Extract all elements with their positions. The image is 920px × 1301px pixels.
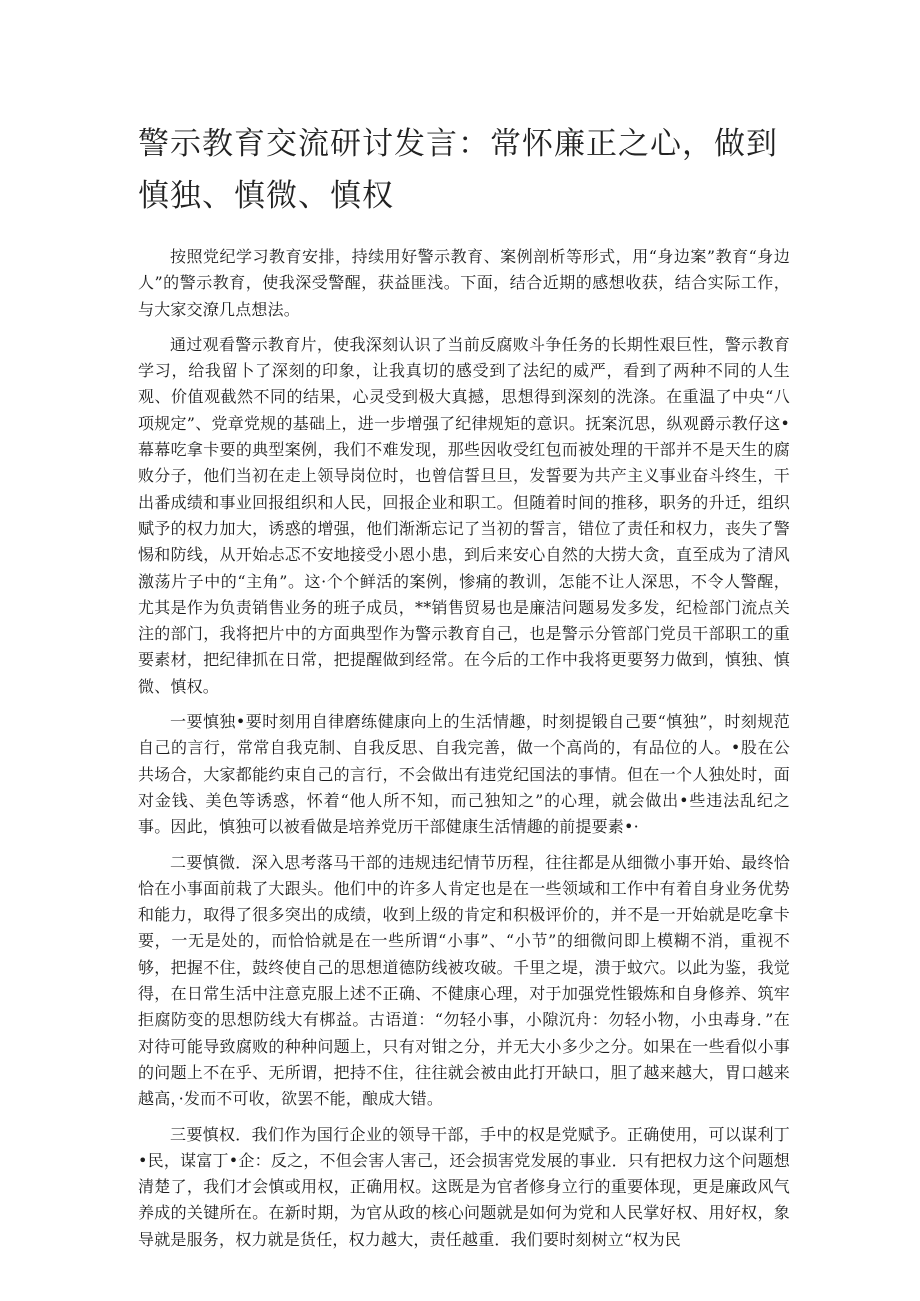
paragraph-intro: 按照党纪学习教育安排，持续用好警示教育、案例剖析等形式，用“身边案”教育“身边人”的警示教育，使我深受警醒，获益匪浅。下面，结合近期的感想收获，结合实际工作，与大家交潦几点想法。	[138, 247, 790, 319]
paragraph-shenwei: 二要慎微．深入思考落马干部的违规违纪情节历程，往往都是从细微小事开始、最终恰恰在小事面前栽了大跟头。他们中的许多人肯定也是在一些领域和工作中有着自身业务优势和能力，取得了很多突出的成绩，收到上级的肯定和积极评价的，并不是一开始就是吃拿卡要，一无是处的，而恰恰就是在一些所谓“小事”、“小节”的细微问即上模糊不消，重视不够，把握不住，鼓终使自己的思想道德防线被攻破。千里之堤，溃于蚊穴。以此为鉴，我觉得，在日常生活中注意克服上述不正确、不健康心理，对于加强党性锻炼和自身修养、筑牢拒腐防变的思想防线大有梆益。古语道：“勿轻小事，小隙沉舟：勿轻小物，小虫毒身．”在对待可能导致腐败的种种问题上，只有对钳之分，并无大小多少之分。如果在一些看似小事的问题上不在乎、无所谓，把持不住，往往就会被由此打开缺口，胆了越来越大，胃口越来越高，·发而不可收，欲罢不能，酿成大错。	[138, 852, 790, 1109]
document-page	[138, 118, 790, 1262]
document-title: 警示教育交流研讨发言：常怀廉正之心，做到慎独、慎微、慎权	[138, 126, 778, 214]
paragraph-warning-film: 通过观看警示教育片，使我深刻认识了当前反腐败斗争任务的长期性艰巨性，警示教育学习，给我留卜了深刻的印象，让我真切的感受到了法纪的威严，看到了两种不同的人生观、价值观截然不同的结果，心灵受到极大真撼，思想得到深刻的洗涤。在重温了中央“八项规定”、党章党规的基础上，进一步增强了纪律规矩的意识。抚案沉思，纵观爵示教仔这•幕幕吃拿卡要的典型案例，我们不难发现，那些因收受红包而被处理的干部并不是天生的腐败分子，他们当初在走上领导岗位时，也曾信誓旦旦，发誓要为共产主义事业奋斗终生，干出番成绩和事业回报组织和人民，回报企业和职工。但随着时间的推移，职务的升迁，组织赋予的权力加大，诱惑的增强，他们渐渐忘记了当初的誓言，错位了责任和权力，丧失了警惕和防线，从开始忐忑不安地接受小恩小患，到后来安心自然的大捞大贪，直至成为了清风激荡片子中的“主角”。这·个个鲜活的案例，惨痛的教训，怎能不让人深思，不令人警醒，尤其是作为负责销售业务的班子成员，**销售贸易也是廉洁问题易发多发，纪检部门流点关注的部门，我将把片中的方面典型作为警示教育自己，也是警示分管部门党员干部职工的重要素材，把纪律抓在日常，把提醒做到经常。在今后的工作中我将更要努力做到，慎独、慎微、慎权。	[138, 334, 790, 696]
paragraph-shendu: 一要慎独•要时刻用自律磨练健康向上的生活情趣，时刻提锻自己要“慎独”，时刻规范自己的言行，常常自我克制、自我反思、自我完善，做一个高尚的，有品位的人。•股在公共场合，大家都能约束自己的言行，不会做出有违党纪国法的事情。但在一个人独处时，面对金钱、美色等诱惑，怀着“他人所不知，而己独知之”的心理，就会做出•些违法乱纪之事。因此，慎独可以被看做是培养党历干部健康生活情趣的前提要素•·	[138, 712, 790, 837]
paragraph-shenquan: 三要慎权．我们作为国行企业的领导干部，手中的权是党赋予。正确使用，可以谋利丁•民，谋富丁•企：反之，不但会害人害己，还会损害党发展的事业．只有把权力这个问题想清楚了，我们才会慎或用权，正确用权。这既是为官者修身立行的重要体现，更是廉政风气养成的关键所在。在新时期，为官从政的核心问题就是如何为党和人民掌好权、用好权，象导就是服务，权力就是货任，权力越大，责任越重．我们要时刻树立“权为民	[138, 1124, 790, 1249]
